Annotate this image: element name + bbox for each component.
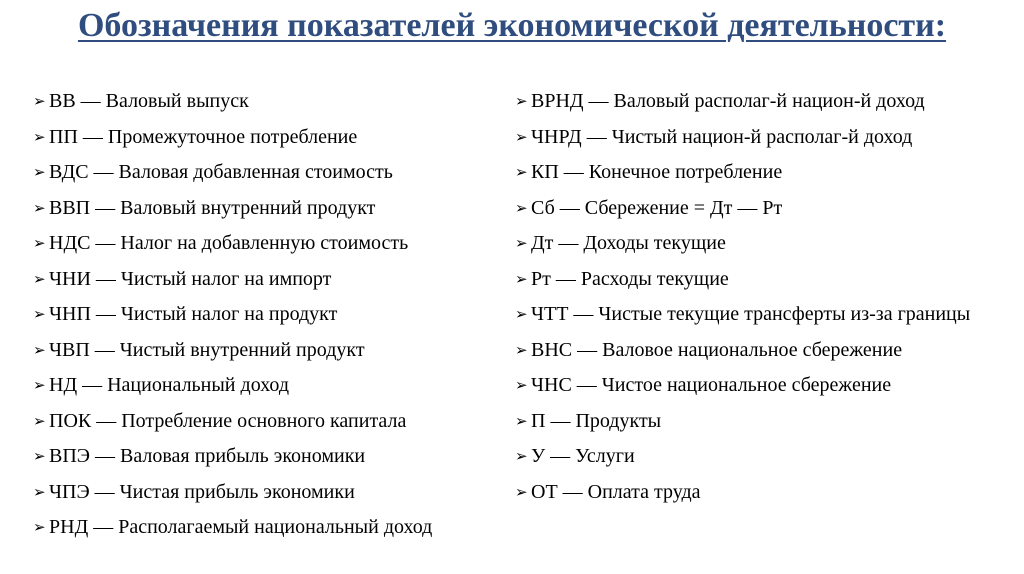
list-item: ➢ ЧНС — Чистое национальное сбережение [516, 372, 996, 399]
arrow-bullet-icon: ➢ [515, 198, 528, 217]
arrow-bullet-icon: ➢ [33, 482, 46, 501]
list-item: ➢ КП — Конечное потребление [516, 159, 996, 186]
list-item: ➢ ВВП — Валовый внутренний продукт [34, 195, 504, 222]
arrow-bullet-icon: ➢ [33, 376, 46, 394]
arrow-bullet-icon: ➢ [515, 269, 528, 288]
arrow-bullet-icon: ➢ [515, 127, 528, 146]
arrow-bullet-icon: ➢ [33, 305, 46, 323]
arrow-bullet-icon: ➢ [515, 411, 528, 430]
list-item: ➢ ВДС — Валовая добавленная стоимость [34, 159, 504, 186]
list-item: ➢ ПП — Промежуточное потребление [34, 124, 504, 151]
list-item: ➢ НДС — Налог на добавленную стоимость [34, 230, 504, 257]
list-item: ➢ ВВ — Валовый выпуск [34, 88, 504, 115]
arrow-bullet-icon: ➢ [33, 198, 46, 217]
list-item: ➢ П — Продукты [516, 408, 996, 435]
list-item: ➢ ПОК — Потребление основного капитала [34, 408, 504, 435]
list-item: ➢ ЧНИ — Чистый налог на импорт [34, 266, 504, 293]
slide-title: Обозначения показателей экономической деятельности: [77, 7, 947, 44]
arrow-bullet-icon: ➢ [33, 127, 46, 146]
list-item: ➢ Дт — Доходы текущие [516, 230, 996, 257]
list-item: ➢ ЧВП — Чистый внутренний продукт [34, 337, 504, 364]
arrow-bullet-icon: ➢ [515, 163, 528, 181]
arrow-bullet-icon: ➢ [33, 234, 46, 252]
arrow-bullet-icon: ➢ [33, 340, 46, 359]
arrow-bullet-icon: ➢ [33, 163, 46, 181]
list-item: ➢ Сб — Сбережение = Дт — Рт [516, 195, 996, 222]
right-indicator-list [516, 88, 996, 514]
list-item: ➢ НД — Национальный доход [34, 372, 504, 399]
list-item: ➢ ЧНП — Чистый налог на продукт [34, 301, 504, 328]
arrow-bullet-icon: ➢ [515, 447, 528, 465]
list-item: ➢ ВПЭ — Валовая прибыль экономики [34, 443, 504, 470]
arrow-bullet-icon: ➢ [33, 92, 46, 110]
arrow-bullet-icon: ➢ [33, 269, 46, 288]
arrow-bullet-icon: ➢ [515, 376, 528, 394]
arrow-bullet-icon: ➢ [515, 482, 528, 501]
arrow-bullet-icon: ➢ [515, 305, 528, 323]
list-item: ➢ ВНС — Валовое национальное сбережение [516, 337, 996, 364]
arrow-bullet-icon: ➢ [33, 447, 46, 465]
list-item: ➢ ЧНРД — Чистый национ-й располаг-й доход [516, 124, 996, 151]
list-item: ➢ Рт — Расходы текущие [516, 266, 996, 293]
list-item: ➢ У — Услуги [516, 443, 996, 470]
arrow-bullet-icon: ➢ [515, 92, 528, 110]
arrow-bullet-icon: ➢ [33, 411, 46, 430]
list-item: ➢ ЧПЭ — Чистая прибыль экономики [34, 479, 504, 506]
list-item: ➢ РНД — Располагаемый национальный доход [34, 514, 504, 541]
arrow-bullet-icon: ➢ [33, 518, 46, 536]
list-item: ➢ ВРНД — Валовый располаг-й национ-й доход [516, 88, 996, 115]
arrow-bullet-icon: ➢ [515, 234, 528, 252]
left-indicator-list [34, 88, 504, 550]
list-item: ➢ ЧТТ — Чистые текущие трансферты из-за границы [516, 301, 996, 328]
arrow-bullet-icon: ➢ [515, 340, 528, 359]
list-item: ➢ ОТ — Оплата труда [516, 479, 996, 506]
